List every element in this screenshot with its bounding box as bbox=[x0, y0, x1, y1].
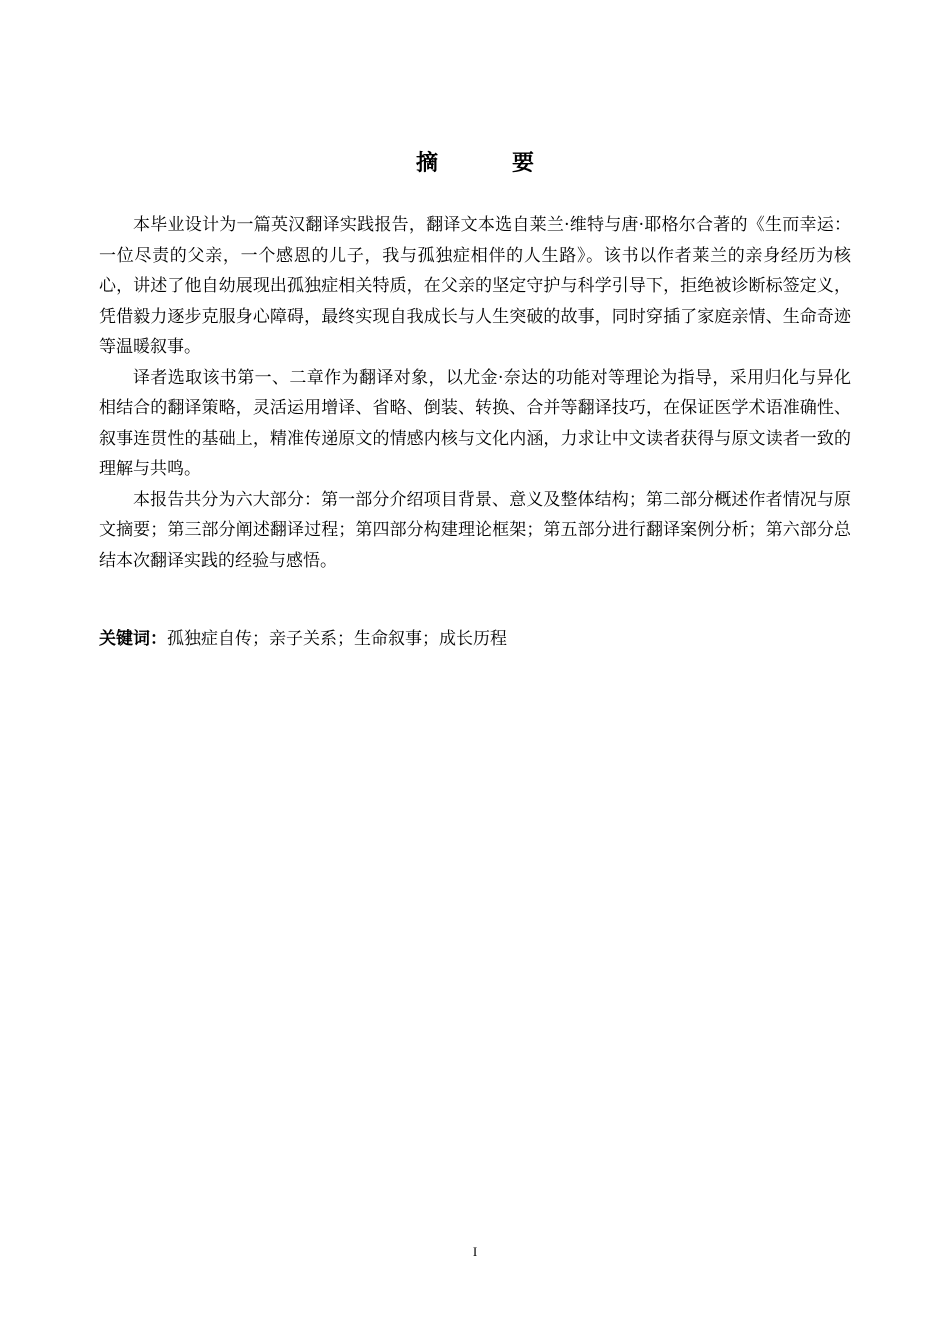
paragraph-2: 译者选取该书第一、二章作为翻译对象，以尤金·奈达的功能对等理论为指导，采用归化与异化相结合的翻译策略，灵活运用增译、省略、倒装、转换、合并等翻译技巧，在保证医学术语准确性、叙事连贯性的基础上，精准传递原文的情感内核与文化内涵，力求让中文读者获得与原文读者一致的理解与共鸣。 bbox=[99, 367, 851, 479]
paragraph-1: 本毕业设计为一篇英汉翻译实践报告，翻译文本选自莱兰·维特与唐·耶格尔合著的《生而幸运：一位尽责的父亲，一个感恩的儿子，我与孤独症相伴的人生路》。该书以作者莱兰的亲身经历为核心，讲述了他自幼展现出孤独症相关特质，在父亲的坚定守护与科学引导下，拒绝被诊断标签定义，凭借毅力逐步克服身心障碍，最终实现自我成长与人生突破的故事，同时穿插了家庭亲情、生命奇迹等温暖叙事。 bbox=[99, 215, 851, 357]
paragraph-3: 本报告共分为六大部分：第一部分介绍项目背景、意义及整体结构；第二部分概述作者情况与原文摘要；第三部分阐述翻译过程；第四部分构建理论框架；第五部分进行翻译案例分析；第六部分总结本次翻译实践的经验与感悟。 bbox=[99, 489, 851, 571]
abstract-title: 摘 要 bbox=[415, 151, 560, 176]
abstract-body bbox=[99, 210, 851, 576]
page-number: I bbox=[472, 1244, 478, 1259]
keywords-value: 孤独症自传；亲子关系；生命叙事；成长历程 bbox=[167, 629, 507, 649]
keywords-label: 关键词： bbox=[99, 629, 167, 649]
keywords-line bbox=[99, 624, 851, 654]
